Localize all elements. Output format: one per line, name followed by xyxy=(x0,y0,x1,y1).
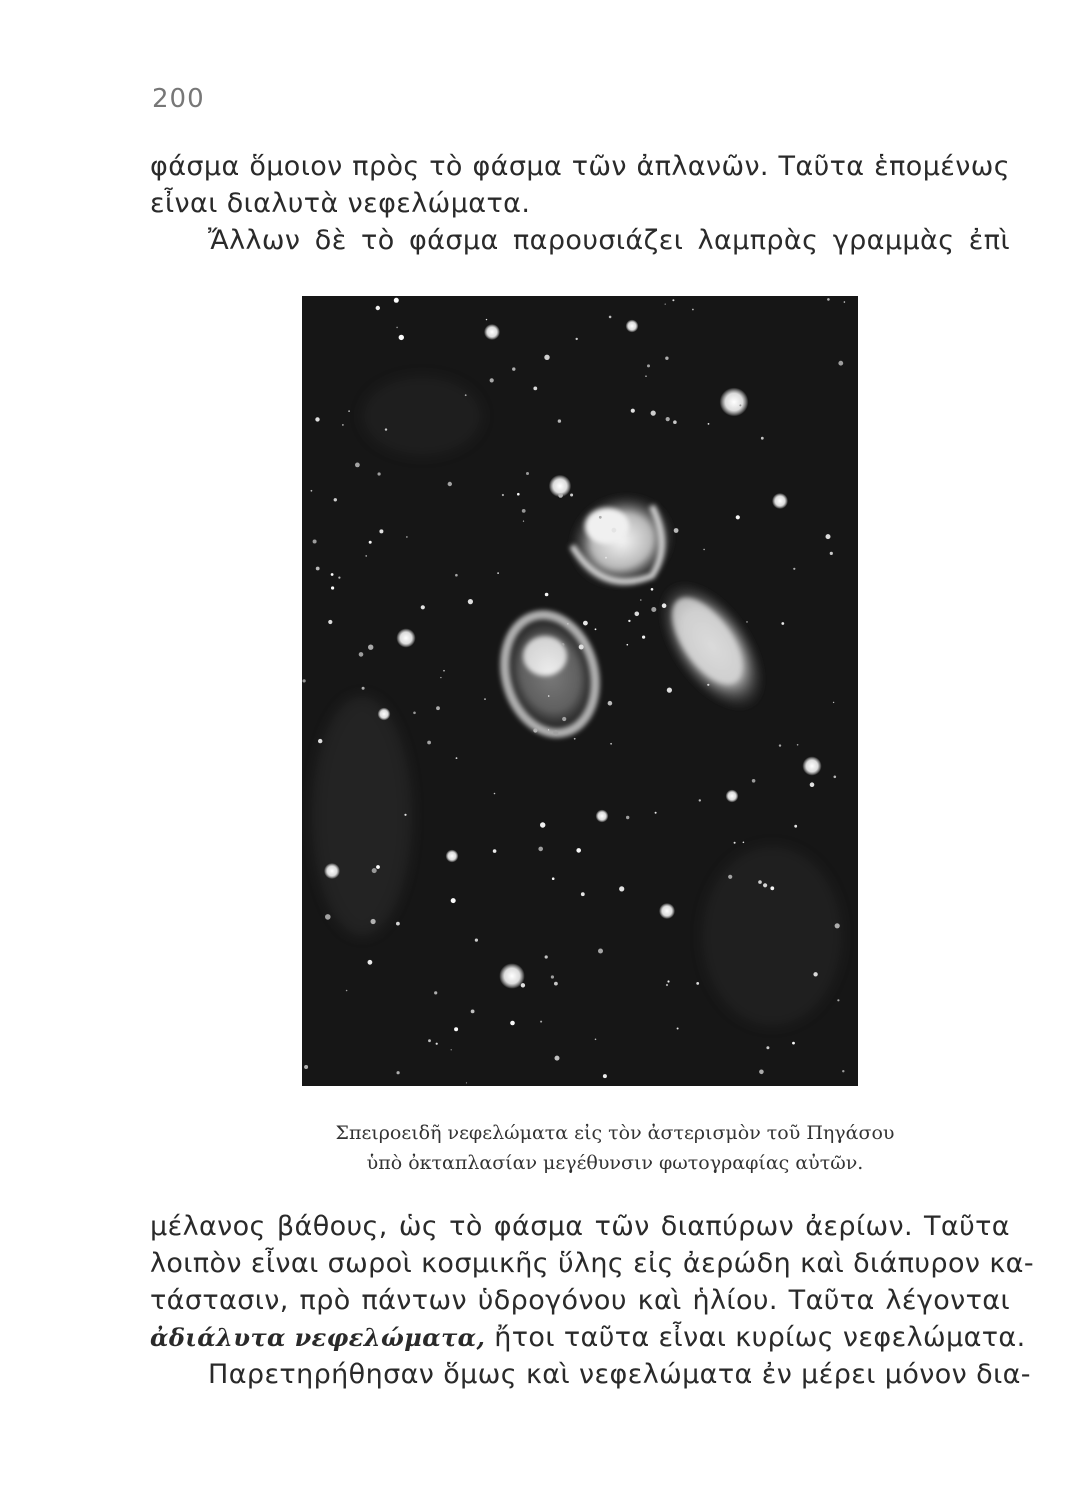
star xyxy=(792,1042,795,1045)
star xyxy=(567,623,568,624)
star xyxy=(368,960,373,965)
star xyxy=(334,498,337,501)
star xyxy=(842,1070,844,1072)
star xyxy=(315,417,319,421)
nebula-photograph xyxy=(302,296,858,1086)
star xyxy=(667,980,669,982)
star xyxy=(673,420,677,424)
star xyxy=(631,409,635,413)
star xyxy=(359,652,364,657)
star xyxy=(605,557,607,559)
star xyxy=(372,868,377,873)
text-line: εἶναι διαλυτὰ νεφελώματα. xyxy=(150,188,531,219)
star xyxy=(665,357,668,360)
star xyxy=(440,677,441,678)
star xyxy=(692,309,694,311)
star xyxy=(303,679,306,682)
star xyxy=(396,922,400,926)
star xyxy=(759,1070,764,1075)
star xyxy=(448,482,452,486)
star xyxy=(830,552,833,555)
star xyxy=(502,494,504,496)
text-line: μέλανος βάθους, ὡς τὸ φάσμα τῶν διαπύρων ἀερίων. Ταῦτα xyxy=(150,1211,1010,1242)
star xyxy=(665,304,666,305)
star xyxy=(538,847,543,852)
star xyxy=(451,898,456,903)
star xyxy=(666,417,670,421)
star xyxy=(844,301,846,303)
star xyxy=(399,335,404,340)
star xyxy=(338,577,340,579)
star xyxy=(810,782,815,787)
star xyxy=(368,645,373,650)
star xyxy=(304,1065,308,1069)
star xyxy=(647,364,650,367)
star xyxy=(752,779,756,783)
star xyxy=(427,741,431,745)
star xyxy=(558,493,563,498)
star xyxy=(736,515,740,519)
star xyxy=(421,605,425,609)
star xyxy=(699,799,701,801)
star xyxy=(642,636,645,639)
star xyxy=(609,316,612,319)
star xyxy=(456,757,458,759)
star xyxy=(533,728,537,732)
star xyxy=(627,644,629,646)
star xyxy=(497,572,499,574)
star xyxy=(707,684,709,686)
star xyxy=(553,730,558,735)
star xyxy=(379,529,383,533)
star xyxy=(493,849,497,853)
star xyxy=(451,1049,452,1050)
spiral-nebulae-photograph-icon xyxy=(302,296,858,1086)
star xyxy=(576,848,581,853)
star xyxy=(376,306,380,310)
star xyxy=(612,528,617,533)
star xyxy=(362,687,365,690)
star xyxy=(446,850,459,863)
star xyxy=(837,999,839,1001)
star xyxy=(316,567,320,571)
text-line xyxy=(150,1319,1026,1356)
star xyxy=(454,1027,458,1031)
star xyxy=(396,628,415,647)
star xyxy=(763,883,767,887)
star xyxy=(311,490,313,492)
star xyxy=(766,1046,769,1049)
star xyxy=(486,319,487,320)
star xyxy=(552,877,555,880)
star xyxy=(331,573,334,576)
star xyxy=(540,1021,542,1023)
star xyxy=(406,536,407,537)
star xyxy=(610,743,612,745)
star xyxy=(413,712,416,715)
star xyxy=(466,1082,467,1083)
star xyxy=(428,1039,431,1042)
star xyxy=(726,790,739,803)
star xyxy=(598,949,603,954)
star xyxy=(640,599,642,601)
star xyxy=(626,320,639,333)
star xyxy=(651,588,654,591)
star xyxy=(703,549,704,550)
star xyxy=(797,744,799,746)
star xyxy=(655,812,657,814)
star xyxy=(628,620,630,622)
page-number: 200 xyxy=(152,84,205,114)
star xyxy=(355,463,360,468)
star xyxy=(397,1071,400,1074)
star xyxy=(490,378,494,382)
bold-term: ἀδιάλυτα νεφελώματα, xyxy=(150,1323,486,1352)
star xyxy=(554,982,558,986)
star xyxy=(342,424,344,426)
star xyxy=(517,493,520,496)
text-line: Ἄλλων δὲ τὸ φάσμα παρουσιάζει λαμπρὰς γραμμὰς ἐπὶ xyxy=(208,225,1010,256)
star xyxy=(484,698,486,700)
star xyxy=(651,411,656,416)
star xyxy=(802,756,821,775)
star xyxy=(770,886,774,890)
star xyxy=(318,739,322,743)
star xyxy=(465,394,467,396)
text-line: Παρετηρήθησαν ὅμως καὶ νεφελώματα ἐν μέρει μόνον δια- xyxy=(208,1359,1031,1390)
star xyxy=(436,706,440,710)
star xyxy=(833,702,834,703)
star xyxy=(324,863,340,879)
star xyxy=(720,388,749,417)
star xyxy=(603,1074,607,1078)
star xyxy=(583,621,588,626)
star xyxy=(512,367,515,370)
text-line: τάστασιν, πρὸ πάντων ὑδρογόνου καὶ ἡλίου. Ταῦτα λέγονται xyxy=(150,1285,1010,1316)
star xyxy=(348,410,350,412)
star xyxy=(696,982,699,985)
star xyxy=(385,428,387,430)
star xyxy=(761,437,764,440)
caption-line: ὑπὸ ὀκταπλασίαν μεγέθυνσιν φωτογραφίας αὐτῶν. xyxy=(366,1152,864,1174)
star xyxy=(779,744,781,746)
star xyxy=(521,983,525,987)
star xyxy=(635,612,640,617)
star xyxy=(619,886,624,891)
star xyxy=(394,298,399,303)
star xyxy=(494,793,496,795)
star xyxy=(708,423,710,425)
star xyxy=(579,645,584,650)
star xyxy=(662,603,667,608)
star xyxy=(331,586,334,589)
star xyxy=(471,1010,475,1014)
text-line: λοιπὸν εἶναι σωροὶ κοσμικῆς ὕλης εἰς ἀερώδη καὶ διάπυρον κα- xyxy=(150,1248,1035,1279)
star xyxy=(666,984,668,986)
star xyxy=(659,903,675,919)
text-line: φάσμα ὅμοιον πρὸς τὸ φάσμα τῶν ἀπλανῶν. Ταῦτα ἑπομένως xyxy=(150,151,1010,182)
star xyxy=(378,708,391,721)
star xyxy=(626,816,629,819)
star xyxy=(758,880,762,884)
star xyxy=(325,914,331,920)
star xyxy=(674,528,679,533)
star xyxy=(555,1056,560,1061)
star xyxy=(746,621,748,623)
caption-line: Σπειροειδῆ νεφελώματα εἰς τὸν ἀστερισμὸν τοῦ Πηγάσου xyxy=(335,1122,895,1144)
star xyxy=(551,975,554,978)
star xyxy=(734,842,736,844)
star xyxy=(581,892,585,896)
star xyxy=(596,810,609,823)
star xyxy=(523,521,524,522)
star xyxy=(434,991,437,994)
star xyxy=(396,327,398,329)
star xyxy=(645,375,647,377)
star xyxy=(328,620,332,624)
star xyxy=(739,404,741,406)
star xyxy=(533,387,537,391)
star xyxy=(544,355,549,360)
star xyxy=(826,534,831,539)
star xyxy=(781,622,784,625)
star xyxy=(540,822,545,827)
star xyxy=(548,695,550,697)
star xyxy=(455,574,458,577)
star xyxy=(484,324,500,340)
paragraph-top xyxy=(150,148,1010,259)
star xyxy=(548,729,549,730)
paragraph-bottom xyxy=(150,1208,1035,1393)
star xyxy=(545,955,548,958)
star xyxy=(608,701,613,706)
star xyxy=(522,509,526,513)
star xyxy=(436,1043,438,1045)
star xyxy=(743,842,745,844)
star xyxy=(794,825,797,828)
star xyxy=(526,472,529,475)
star xyxy=(378,472,381,475)
star xyxy=(369,541,372,544)
star xyxy=(346,990,348,992)
star xyxy=(376,865,380,869)
star xyxy=(558,419,561,422)
star xyxy=(510,1021,515,1026)
star xyxy=(574,738,576,740)
star xyxy=(595,1039,597,1041)
star xyxy=(651,607,656,612)
star xyxy=(562,643,565,646)
star xyxy=(468,599,473,604)
star xyxy=(562,717,566,721)
star xyxy=(667,688,672,693)
star xyxy=(404,814,406,816)
figure-caption xyxy=(150,1118,1074,1178)
star xyxy=(570,494,573,497)
star xyxy=(475,939,478,942)
star xyxy=(371,919,376,924)
star xyxy=(576,338,578,340)
star xyxy=(672,299,674,301)
star xyxy=(313,540,317,544)
star xyxy=(835,923,840,928)
star xyxy=(599,516,602,519)
star xyxy=(834,776,837,779)
star xyxy=(813,972,817,976)
star xyxy=(365,555,367,557)
star xyxy=(728,875,732,879)
star xyxy=(443,670,445,672)
star xyxy=(595,628,597,630)
star xyxy=(545,593,549,597)
star xyxy=(827,298,830,301)
star xyxy=(772,493,788,509)
star xyxy=(793,568,795,570)
star xyxy=(838,361,843,366)
text-span: ἤτοι ταῦτα εἶναι κυρίως νεφελώματα. xyxy=(485,1322,1026,1353)
star xyxy=(677,1028,679,1030)
